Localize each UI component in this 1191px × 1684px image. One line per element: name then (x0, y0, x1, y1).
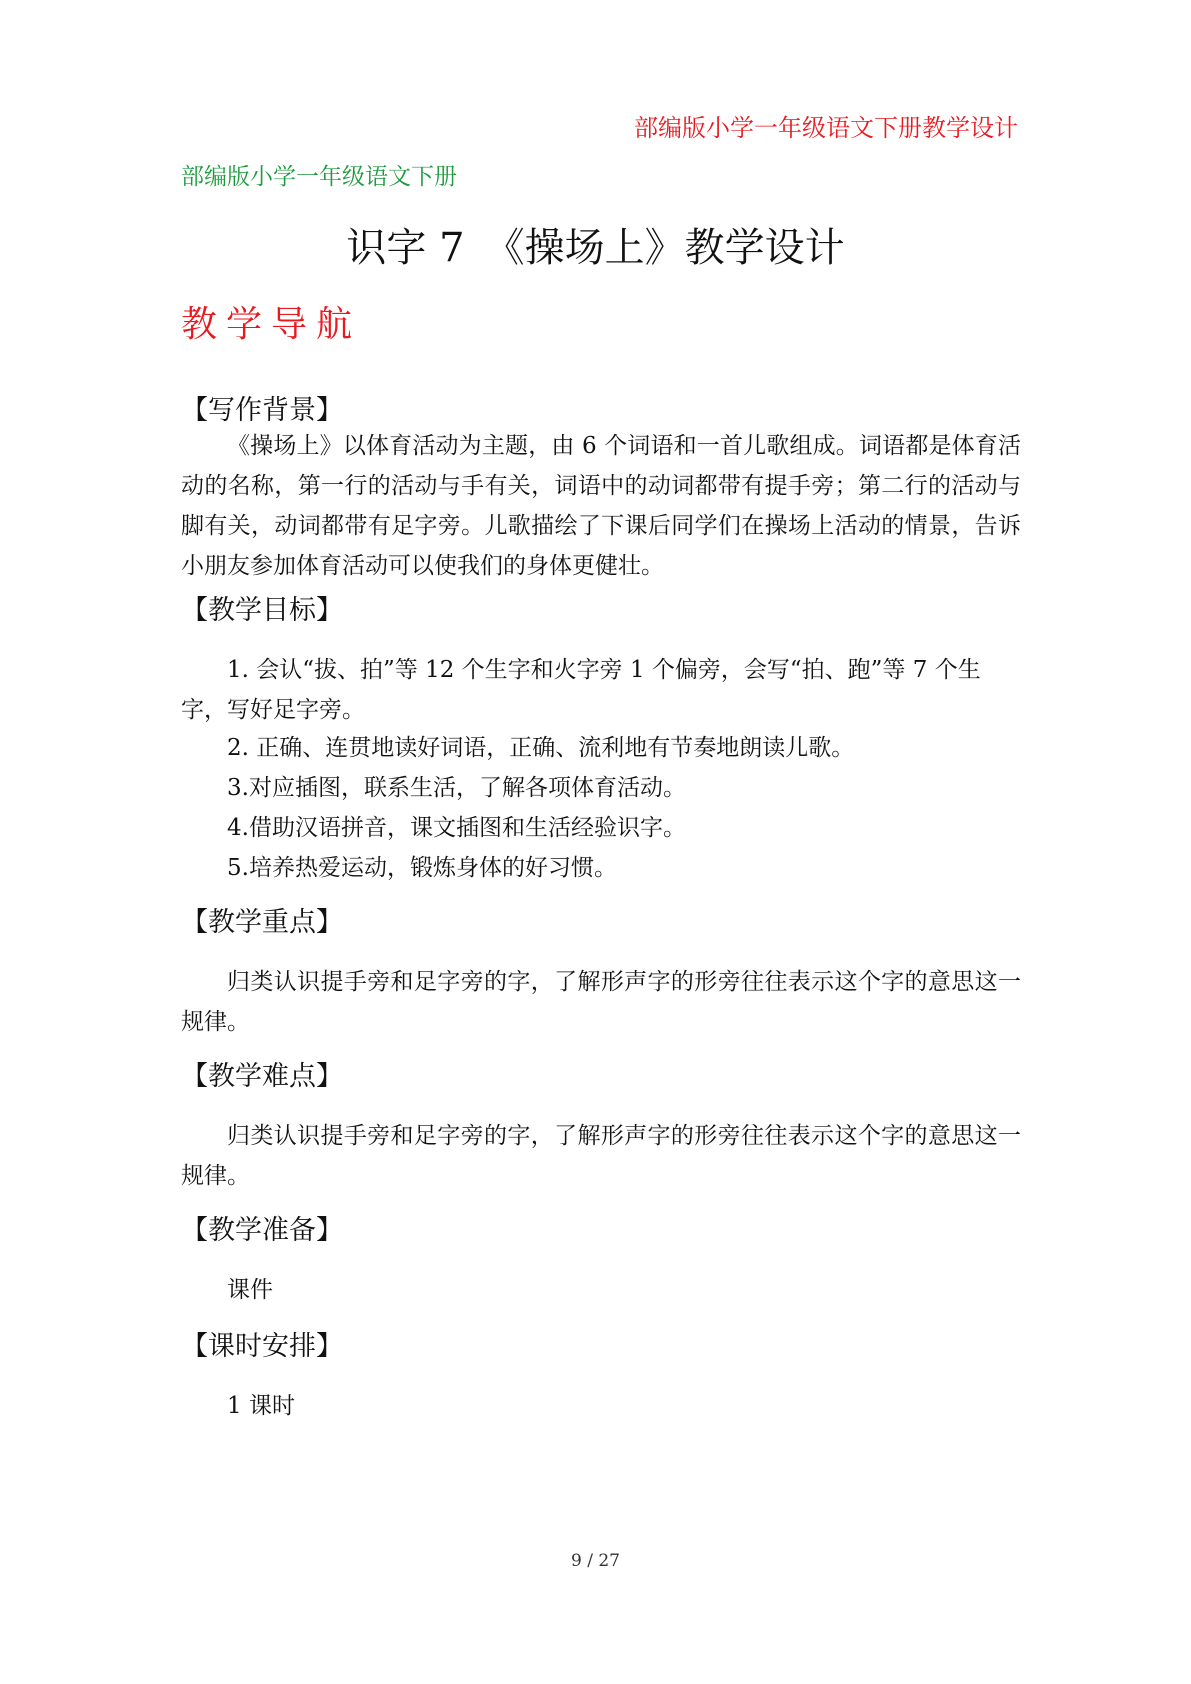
objective-item-2: 2. 正确、连贯地读好词语，正确、流利地有节奏地朗读儿歌。 (227, 735, 855, 761)
objective-item-3: 3.对应插图，联系生活，了解各项体育活动。 (227, 775, 686, 801)
page-number: 9 / 27 (571, 1551, 620, 1571)
section-heading-background: 【写作背景】 (181, 395, 343, 426)
teaching-navigation-heading: 教学导航 (181, 304, 362, 345)
preparation-text: 课件 (227, 1277, 273, 1303)
schedule-text: 1 课时 (227, 1393, 295, 1419)
section-heading-schedule: 【课时安排】 (181, 1331, 343, 1362)
background-paragraph: 《操场上》以体育活动为主题，由 6 个词语和一首儿歌组成。词语都是体育活动的名称，第一行的活动与手有关，词语中的动词都带有提手旁；第二行的活动与脚有关，动词都带有足字旁。儿歌描绘了下课后同学们在操场上活动的情景，告诉小朋友参加体育活动可以使我们的身体更健壮。 (181, 433, 1021, 579)
page-title: 识字 7 《操场上》教学设计 (346, 225, 845, 271)
section-heading-difficulties: 【教学难点】 (181, 1061, 343, 1092)
section-heading-objectives: 【教学目标】 (181, 595, 343, 626)
objective-item-5: 5.培养热爱运动，锻炼身体的好习惯。 (227, 855, 617, 881)
objective-item-4: 4.借助汉语拼音，课文插图和生活经验识字。 (227, 815, 686, 841)
key-points-paragraph: 归类认识提手旁和足字旁的字，了解形声字的形旁往往表示这个字的意思这一规律。 (181, 969, 1021, 1035)
running-header: 部编版小学一年级语文下册教学设计 (634, 114, 1018, 142)
book-subtitle: 部编版小学一年级语文下册 (181, 164, 457, 190)
section-heading-preparation: 【教学准备】 (181, 1215, 343, 1246)
difficulties-paragraph: 归类认识提手旁和足字旁的字，了解形声字的形旁往往表示这个字的意思这一规律。 (181, 1123, 1021, 1189)
objective-item-1: 1. 会认“拔、拍”等 12 个生字和火字旁 1 个偏旁，会写“拍、跑”等 7 个生字，写好足字旁。 (181, 657, 981, 723)
section-heading-key-points: 【教学重点】 (181, 907, 343, 938)
